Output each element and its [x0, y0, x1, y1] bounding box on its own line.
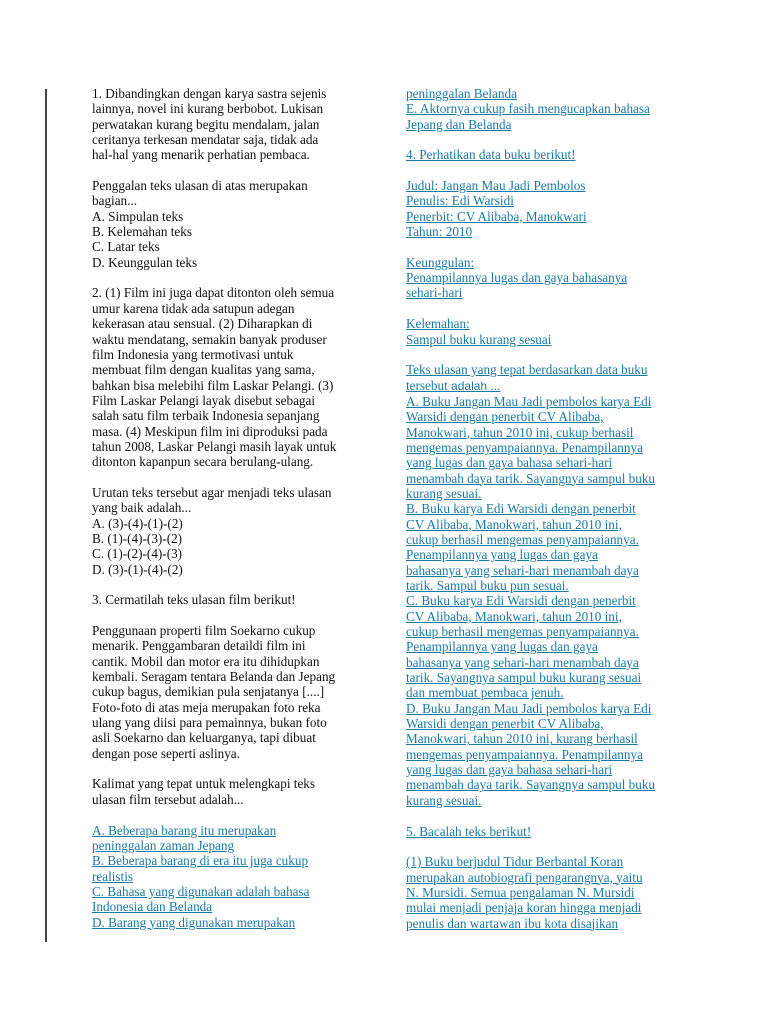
text-line: yang baik adalah...: [92, 500, 192, 516]
question-2-prompt: [92, 485, 347, 516]
right-column: [406, 86, 686, 931]
answer-option: D. Keunggulan teks: [92, 254, 198, 270]
answer-option-link[interactable]: A. Beberapa barang itu merupakan: [92, 822, 277, 838]
text-line: perwatakan kurang begitu mendalam, jalan: [92, 116, 320, 132]
text-line: 1. Dibandingkan dengan karya sastra sejenis: [92, 86, 327, 101]
question-3-prompt: [92, 776, 347, 807]
text-line: bagian...: [92, 193, 138, 209]
text-line[interactable]: mulai menjadi penjaja koran hingga menjadi: [406, 900, 642, 916]
text-line: Penggunaan properti film Soekarno cukup: [92, 623, 316, 639]
text-line: membuat film dengan kualitas yang sama,: [92, 362, 315, 378]
text-line: cukup bagus, demikian pula senjatanya [....]: [92, 684, 325, 700]
answer-option-link[interactable]: Indonesia dan Belanda: [92, 899, 213, 915]
answer-option-link[interactable]: yang lugas dan gaya bahasa sehari-hari: [406, 762, 613, 778]
text-line: Foto-foto di atas meja merupakan foto reka: [92, 699, 321, 715]
text-line: Penggalan teks ulasan di atas merupakan: [92, 178, 308, 194]
question-4-option-a: [406, 394, 686, 501]
answer-option: C. Latar teks: [92, 239, 160, 255]
question-3-title: 3. Cermatilah teks ulasan film berikut!: [92, 592, 296, 608]
text-line: tahun 2008, Laskar Pelangi masih layak untuk: [92, 438, 337, 454]
answer-option-link[interactable]: cukup berhasil mengemas penyampaiannya.: [406, 531, 639, 547]
text-line: film Indonesia yang termotivasi untuk: [92, 346, 294, 362]
answer-option-link[interactable]: Penampilannya yang lugas dan gaya: [406, 639, 598, 655]
question-4-option-b: [406, 501, 686, 593]
text-line[interactable]: [406, 378, 686, 394]
answer-option-link[interactable]: yang lugas dan gaya bahasa sehari-hari: [406, 455, 613, 471]
question-4-title[interactable]: 4. Perhatikan data buku berikut!: [406, 147, 576, 163]
question-4-option-c: [406, 593, 686, 700]
text-line: masa. (4) Meskipun film ini diproduksi pada: [92, 423, 328, 439]
question-1-prompt: [92, 178, 347, 209]
question-1-passage: [92, 86, 347, 163]
answer-option: C. (1)-(2)-(4)-(3): [92, 546, 183, 562]
book-strength: [406, 255, 686, 301]
strength-label[interactable]: Keunggulan:: [406, 254, 475, 270]
text-line: Kalimat yang tepat untuk melengkapi teks: [92, 776, 316, 792]
answer-option-link[interactable]: kurang sesuai.: [406, 485, 482, 501]
answer-option-link[interactable]: CV Alibaba, Manokwari, tahun 2010 ini,: [406, 516, 622, 532]
answer-option-link[interactable]: CV Alibaba, Manokwari, tahun 2010 ini,: [406, 608, 622, 624]
book-year[interactable]: Tahun: 2010: [406, 224, 473, 240]
answer-option-link[interactable]: Warsidi dengan penerbit CV Alibaba,: [406, 716, 604, 732]
text-line: ditonton kapanpun secara berulang-ulang.: [92, 454, 314, 470]
answer-option-link[interactable]: A. Buku Jangan Mau Jadi pembolos karya Edi: [406, 393, 652, 409]
answer-option-link[interactable]: Warsidi dengan penerbit CV Alibaba,: [406, 409, 604, 425]
answer-option-link[interactable]: peninggalan Belanda: [406, 86, 517, 101]
text-line: 2. (1) Film ini juga dapat ditonton oleh semua: [92, 285, 335, 301]
text-line[interactable]: N. Mursidi. Semua pengalaman N. Mursidi: [406, 884, 635, 900]
text-line: Urutan teks tersebut agar menjadi teks ulasan: [92, 484, 332, 500]
text-line: kembali. Seragam tentara Belanda dan Jepang: [92, 669, 336, 685]
text-line: cantik. Mobil dan motor era itu dihidupkan: [92, 653, 320, 669]
weakness-label[interactable]: Kelemahan:: [406, 316, 470, 332]
answer-option-link[interactable]: E. Aktornya cukup fasih mengucapkan bahasa: [406, 101, 650, 117]
question-3-options: [92, 823, 347, 930]
text-line: lainnya, novel ini kurang berbobot. Lukisan: [92, 101, 324, 117]
answer-option-link[interactable]: bahasanya yang sehari-hari menambah daya: [406, 562, 639, 578]
text-fragment: adalah ...: [451, 378, 501, 393]
answer-option-link[interactable]: bahasanya yang sehari-hari menambah daya: [406, 654, 639, 670]
question-3-passage: [92, 623, 347, 761]
text-line: hal-hal yang menarik perhatian pembaca.: [92, 147, 310, 163]
question-3-options-continued: [406, 86, 686, 132]
question-2-passage: [92, 285, 347, 469]
answer-option: D. (3)-(1)-(4)-(2): [92, 561, 183, 577]
answer-option-link[interactable]: Manokwari, tahun 2010 ini, cukup berhasil: [406, 424, 634, 440]
answer-option-link[interactable]: D. Buku Jangan Mau Jadi pembolos karya Edi: [406, 700, 652, 716]
text-line[interactable]: sehari-hari: [406, 285, 463, 301]
answer-option-link[interactable]: mengemas penyampaiannya. Penampilannya: [406, 746, 643, 762]
text-line: waktu mendatang, semakin banyak produser: [92, 331, 327, 347]
answer-option-link[interactable]: Penampilannya yang lugas dan gaya: [406, 547, 598, 563]
book-data: [406, 178, 686, 239]
text-line: ulang yang diisi para pemainnya, bukan foto: [92, 715, 327, 731]
answer-option-link[interactable]: tarik. Sampul buku pun sesuai.: [406, 578, 569, 593]
answer-option-link[interactable]: realistis: [92, 868, 134, 884]
text-line: ceritanya terkesan mendatar saja, tidak ada: [92, 132, 319, 148]
answer-option-link[interactable]: tarik. Sayangnya sampul buku kurang sesuai: [406, 670, 642, 686]
book-publisher[interactable]: Penerbit: CV Alibaba, Manokwari: [406, 208, 587, 224]
book-title[interactable]: Judul: Jangan Mau Jadi Pembolos: [406, 178, 586, 194]
answer-option-link[interactable]: mengemas penyampaiannya. Penampilannya: [406, 439, 643, 455]
answer-option: B. Kelemahan teks: [92, 224, 192, 240]
question-4-option-d: [406, 701, 686, 808]
text-line: bahkan bisa melebihi film Laskar Pelangi. (3): [92, 377, 334, 393]
text-line[interactable]: Sampul buku kurang sesuai: [406, 331, 552, 347]
question-5-title[interactable]: 5. Bacalah teks berikut!: [406, 823, 532, 839]
text-line[interactable]: Teks ulasan yang tepat berdasarkan data buku: [406, 362, 648, 378]
answer-option-link[interactable]: B. Beberapa barang di era itu juga cukup: [92, 853, 309, 869]
text-line[interactable]: Penampilannya lugas dan gaya bahasanya: [406, 270, 628, 286]
text-line: dengan pose seperti aslinya.: [92, 745, 240, 761]
answer-option-link[interactable]: peninggalan zaman Jepang: [92, 837, 235, 853]
text-line: asli Soekarno dan keluarganya, tapi dibuat: [92, 730, 316, 746]
answer-option-link[interactable]: C. Bahasa yang digunakan adalah bahasa: [92, 883, 310, 899]
text-line: salah satu film terbaik Indonesia sepanjang: [92, 408, 320, 424]
text-fragment: tersebut: [406, 377, 452, 393]
answer-option: B. (1)-(4)-(3)-(2): [92, 530, 183, 546]
text-line: Film Laskar Pelangi layak disebut sebagai: [92, 392, 316, 408]
page-margin-rule: [45, 89, 47, 942]
left-column: [92, 86, 347, 930]
answer-option-link[interactable]: D. Barang yang digunakan merupakan: [92, 914, 296, 930]
answer-option-link[interactable]: Jepang dan Belanda: [406, 116, 512, 132]
text-line: menarik. Penggambaran detaildi film ini: [92, 638, 306, 654]
answer-option-link[interactable]: C. Buku karya Edi Warsidi dengan penerbit: [406, 593, 636, 609]
answer-option-link[interactable]: B. Buku karya Edi Warsidi dengan penerbit: [406, 501, 636, 517]
question-4-prompt: [406, 362, 686, 394]
answer-option-link[interactable]: menambah daya tarik. Sayangnya sampul buku: [406, 470, 656, 486]
answer-option-link[interactable]: dan membuat pembaca jenuh.: [406, 685, 564, 701]
question-2-options: [92, 516, 347, 577]
answer-option-link[interactable]: kurang sesuai.: [406, 792, 482, 808]
book-author[interactable]: Penulis: Edi Warsidi: [406, 193, 514, 209]
text-line[interactable]: penulis dan wartawan ibu kota disajikan: [406, 915, 619, 931]
text-line[interactable]: (1) Buku berjudul Tidur Berbantal Koran: [406, 854, 624, 870]
answer-option: A. (3)-(4)-(1)-(2): [92, 515, 183, 531]
question-1-options: [92, 209, 347, 270]
text-line: kekerasan atau sensual. (2) Diharapkan di: [92, 316, 313, 332]
answer-option-link[interactable]: cukup berhasil mengemas penyampaiannya.: [406, 624, 639, 640]
answer-option: A. Simpulan teks: [92, 208, 184, 224]
answer-option-link[interactable]: menambah daya tarik. Sayangnya sampul buku: [406, 777, 656, 793]
text-line[interactable]: merupakan autobiografi pengarangnya, yaitu: [406, 869, 643, 885]
question-5-passage: [406, 854, 686, 931]
book-weakness: [406, 316, 686, 347]
answer-option-link[interactable]: Manokwari, tahun 2010 ini, kurang berhasil: [406, 731, 638, 747]
text-line: ulasan film tersebut adalah...: [92, 791, 244, 807]
text-line: umur karena tidak ada satupun adegan: [92, 300, 295, 316]
